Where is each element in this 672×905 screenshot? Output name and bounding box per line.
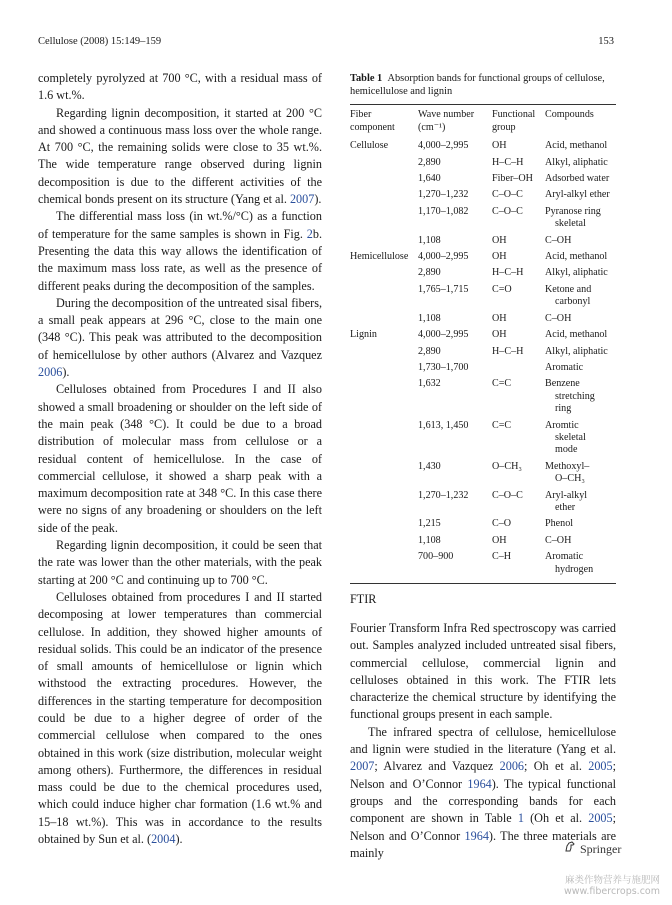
table-row [350, 328, 616, 344]
compounds-cell [545, 312, 616, 328]
compounds-cell [545, 234, 616, 250]
compounds-cell [545, 205, 616, 234]
compound-line: skeletal [555, 431, 586, 443]
citation-link[interactable]: 2 [306, 226, 313, 241]
table-header-row [350, 105, 616, 139]
citation-link[interactable]: 2007 [289, 192, 315, 207]
body-paragraph [38, 537, 322, 589]
fiber-component-cell [350, 205, 418, 234]
functional-group-cell: C=O [492, 283, 512, 295]
text-run: Regarding lignin decomposition, it started at 200 °C and showed a continuous mass loss over the whole range. At 700 °C, the remaining solids were close to 35 wt.%. The wide temperature range observed during lignin decomposition is due to the different activities of the chemical bonds present on its structure (Yang et al. [38, 105, 322, 207]
absorption-bands-table [350, 105, 616, 579]
table-row [350, 550, 616, 579]
ftir-section-body [350, 620, 616, 862]
fiber-component-cell [350, 419, 418, 460]
table-row [350, 460, 616, 489]
table-row [350, 312, 616, 328]
wave-number-cell: 4,000–2,995 [418, 140, 469, 152]
fiber-component-cell [350, 534, 418, 550]
table-row [350, 361, 616, 377]
body-paragraph [38, 589, 322, 848]
compound-line: Methoxyl– [545, 460, 590, 472]
fiber-component-cell [350, 361, 418, 377]
fiber-component-cell [350, 460, 418, 489]
table-row [350, 419, 616, 460]
compound-line: Acid, methanol [545, 329, 608, 341]
text-run: Fourier Transform Infra Red spectroscopy was carried out. Samples analyzed included untreated sisal fibers, commercial cellulose, commercial lignin and celluloses obtained in this work. The FTIR lets characterize the chemical structure by identifying the functional groups present in each sample. [350, 621, 616, 722]
wave-number-cell: 700–900 [418, 551, 454, 563]
table-row [350, 205, 616, 234]
citation-link[interactable]: 1 [517, 811, 524, 826]
left-column-body [38, 70, 322, 848]
table-row [350, 156, 616, 172]
table-row [350, 283, 616, 312]
compound-line: Acid, methanol [545, 140, 608, 152]
table-row [350, 234, 616, 250]
compound-line: Aryl-alkyl ether [545, 189, 610, 201]
fiber-component-cell: Cellulose [350, 140, 389, 152]
functional-group-cell: C=C [492, 419, 512, 431]
text-run: Celluloses obtained from procedures I and II started decomposing at lower temperatures than commercial cellulose. In addition, they showed higher amounts of residual solids. This could be an indicator of the presence of small amounts of hemicellulose or lignin which withstood the extracting procedures. However, the differences in the starting temperature for decomposition could be due to a higher degree of order of the commercial cellulose when compared to the ones obtained in this work (size distribution, molecular weight among others). Furthermore, the differences in residual mass could be due to the chemical procedures used, which could induce higher char formation (1.6 wt.% and 15–18 wt.%). This was in accordance to the results obtained by Sun et al. ( [38, 589, 322, 847]
compound-line: Ketone and [545, 283, 592, 295]
functional-group-cell: C–H [492, 551, 512, 563]
citation-link[interactable]: 2007 [350, 759, 375, 774]
table-row [350, 489, 616, 518]
compound-line: Aromatic [545, 551, 584, 563]
section-heading-ftir: FTIR [350, 592, 377, 606]
text-run: Regarding lignin decomposition, it could be seen that the rate was lower than the other materials, with the peak starting at 200 °C and continuing up to 700 °C. [38, 538, 322, 587]
body-paragraph [38, 381, 322, 537]
fiber-component-cell [350, 188, 418, 204]
fiber-component-cell [350, 489, 418, 518]
functional-group-cell: H–C–H [492, 267, 524, 279]
wave-number-cell: 2,890 [418, 345, 441, 357]
wave-number-cell: 1,730–1,700 [418, 361, 469, 373]
fiber-component-cell [350, 156, 418, 172]
compound-line: skeletal [555, 218, 586, 230]
publisher-name: Springer [580, 842, 622, 856]
table-row [350, 266, 616, 282]
compounds-cell [545, 250, 616, 266]
body-paragraph [38, 295, 322, 381]
compound-line: ether [555, 501, 576, 513]
text-run: ). [314, 192, 322, 207]
compound-line: ring [555, 403, 572, 415]
compounds-cell [545, 139, 616, 155]
compounds-cell [545, 419, 616, 460]
table-1 [350, 72, 616, 584]
journal-reference: Cellulose (2008) 15:149–159 [38, 36, 162, 47]
wave-number-cell: 1,640 [418, 173, 441, 185]
fiber-component-cell [350, 345, 418, 361]
citation-link[interactable]: 1964 [467, 776, 492, 791]
fiber-component-cell [350, 312, 418, 328]
compounds-cell [545, 172, 616, 188]
wave-number-cell: 1,108 [418, 234, 441, 246]
compound-line: Alkyl, aliphatic [545, 156, 608, 168]
text-run: ). The typical functional groups and the corresponding bands for each component are shown in Table [350, 776, 616, 826]
fiber-component-cell [350, 377, 418, 418]
compound-line: hydrogen [555, 563, 594, 575]
table-caption [350, 72, 616, 98]
functional-group-cell: H–C–H [492, 345, 524, 357]
compounds-cell [545, 377, 616, 418]
citation-link[interactable]: 1964 [464, 828, 489, 843]
functional-group-cell: OH [492, 329, 507, 341]
functional-group-cell: OH [492, 534, 507, 546]
wave-number-cell: 2,890 [418, 267, 441, 279]
compound-line: C–OH [545, 234, 572, 246]
compounds-cell [545, 156, 616, 172]
text-run: The infrared spectra of cellulose, hemicellulose and lignin were studied in the literature (Yang et al. [350, 724, 616, 757]
table-row [350, 377, 616, 418]
compound-line: stretching [555, 390, 595, 402]
functional-group-cell: C–O–C [492, 489, 523, 501]
compound-line: Aryl-alkyl [545, 489, 588, 501]
compound-line: carbonyl [555, 296, 591, 308]
text-run: Celluloses obtained from Procedures I and II also showed a small broadening or shoulder on the left side of the main peak (348 °C). It could be due to a broad distribution of molecular mass from cellulose or a residual content of hemicellulose. In the case of commercial cellulose, it showed a sharp peak with a maximum decomposition rate at 348 °C. In this case there were no signs of any broadening or shoulders on the left side of the peak. [38, 382, 322, 535]
wave-number-cell: 1,430 [418, 460, 441, 472]
table-caption-text: Absorption bands for functional groups of cellulose, hemicellulose and lignin [350, 73, 605, 98]
citation-link[interactable]: 2006 [38, 365, 63, 380]
citation-link[interactable]: 2005 [588, 811, 613, 826]
compound-line: O–CH₃ [555, 473, 585, 485]
wave-number-cell: 1,270–1,232 [418, 189, 469, 201]
compound-line: mode [555, 444, 578, 456]
compounds-cell [545, 328, 616, 344]
fiber-component-cell [350, 172, 418, 188]
site-watermark [564, 875, 660, 897]
functional-group-cell: C=C [492, 378, 512, 390]
text-run: ; Alvarez and Vazquez [374, 759, 500, 774]
compounds-cell [545, 550, 616, 579]
compound-line: C–OH [545, 312, 572, 324]
functional-group-cell: OH [492, 312, 507, 324]
fiber-component-cell [350, 283, 418, 312]
functional-group-cell: OH [492, 140, 507, 152]
header-wave-number: Wave number (cm⁻¹) [418, 109, 475, 133]
wave-number-cell: 1,170–1,082 [418, 205, 469, 217]
compounds-cell [545, 460, 616, 489]
compounds-cell [545, 517, 616, 533]
wave-number-cell: 1,270–1,232 [418, 489, 469, 501]
fiber-component-cell: Lignin [350, 329, 377, 341]
table-row [350, 534, 616, 550]
functional-group-cell: O–CH₃ [492, 460, 522, 472]
functional-group-cell: H–C–H [492, 156, 524, 168]
wave-number-cell: 1,613, 1,450 [418, 419, 469, 431]
running-header [38, 36, 614, 50]
table-row [350, 517, 616, 533]
wave-number-cell: 4,000–2,995 [418, 251, 469, 263]
text-run: ). [62, 365, 70, 380]
body-paragraph [38, 70, 322, 105]
compounds-cell [545, 489, 616, 518]
compounds-cell [545, 361, 616, 377]
table-row [350, 250, 616, 266]
wave-number-cell: 1,765–1,715 [418, 283, 469, 295]
compound-line: Acid, methanol [545, 251, 608, 263]
body-paragraph [38, 208, 322, 294]
body-paragraph [38, 105, 322, 209]
wave-number-cell: 4,000–2,995 [418, 329, 469, 341]
compound-line: Adsorbed water [545, 173, 610, 185]
springer-horse-icon [564, 840, 577, 857]
table-bottom-rule [350, 583, 616, 584]
table-row [350, 172, 616, 188]
text-run: ; Oh et al. [524, 759, 589, 774]
wave-number-cell: 1,632 [418, 378, 441, 390]
text-run: ; Nelson and O’Connor [350, 759, 616, 791]
table-row [350, 345, 616, 361]
functional-group-cell: C–O [492, 518, 512, 530]
fiber-component-cell [350, 517, 418, 533]
publisher-logo [564, 840, 621, 857]
table-row [350, 139, 616, 155]
text-run: completely pyrolyzed at 700 °C, with a residual mass of 1.6 wt.%. [38, 71, 322, 103]
wave-number-cell: 1,108 [418, 312, 441, 324]
functional-group-cell: C–O–C [492, 189, 523, 201]
compound-line: Benzene [545, 378, 580, 390]
fiber-component-cell [350, 266, 418, 282]
text-run: The differential mass loss (in wt.%/°C) as a function of temperature for the same samples is shown in Fig. [38, 209, 322, 241]
functional-group-cell: C–O–C [492, 205, 523, 217]
table-row [350, 188, 616, 204]
compound-line: Phenol [545, 518, 574, 530]
compound-line: Alkyl, aliphatic [545, 267, 608, 279]
text-run: ; Nelson and O’Connor [350, 811, 616, 843]
compound-line: Aromatic [545, 361, 584, 373]
compounds-cell [545, 345, 616, 361]
compounds-cell [545, 266, 616, 282]
compounds-cell [545, 188, 616, 204]
header-fiber-component: Fiber component [350, 109, 395, 133]
compounds-cell [545, 534, 616, 550]
wave-number-cell: 2,890 [418, 156, 441, 168]
text-run: During the decomposition of the untreated sisal fibers, a small peak appears at 296 °C, close to the main one (348 °C). This peak was attributed to the decomposition of hemicellulose by other authors (Alvarez and Vazquez [38, 295, 322, 362]
text-run: (Oh et al. [523, 811, 589, 826]
functional-group-cell: OH [492, 234, 507, 246]
text-run: ). The three materials are mainly [350, 828, 616, 860]
fiber-component-cell [350, 550, 418, 579]
watermark-line-2: www.fibercrops.com [563, 886, 660, 897]
page-number: 153 [598, 36, 614, 47]
text-run: b. Presenting the data this way allows the identification of the maximum mass loss rate, as well as the presence of different peaks during the decomposition of the samples. [38, 226, 322, 293]
citation-link[interactable]: 2004 [151, 832, 176, 847]
wave-number-cell: 1,215 [418, 518, 441, 530]
compound-line: Alkyl, aliphatic [545, 345, 608, 357]
wave-number-cell: 1,108 [418, 534, 441, 546]
table-body [350, 139, 616, 579]
compound-line: C–OH [545, 534, 572, 546]
fiber-component-cell: Hemicellulose [350, 251, 409, 263]
fiber-component-cell [350, 234, 418, 250]
watermark-line-1: 麻类作物营养与施肥网 [564, 875, 660, 886]
ftir-paragraph [350, 620, 616, 724]
functional-group-cell: OH [492, 251, 507, 263]
text-run: ). [175, 832, 183, 847]
header-functional-group: Functional group [492, 109, 536, 133]
citation-link[interactable]: 2005 [588, 759, 613, 774]
compound-line: Aromtic [545, 419, 579, 431]
table-label: Table 1 [350, 73, 383, 84]
functional-group-cell [492, 361, 545, 377]
compounds-cell [545, 283, 616, 312]
citation-link[interactable]: 2006 [499, 759, 524, 774]
header-compounds: Compounds [545, 109, 594, 121]
compound-line: Pyranose ring [545, 205, 601, 217]
functional-group-cell: Fiber–OH [492, 173, 533, 185]
